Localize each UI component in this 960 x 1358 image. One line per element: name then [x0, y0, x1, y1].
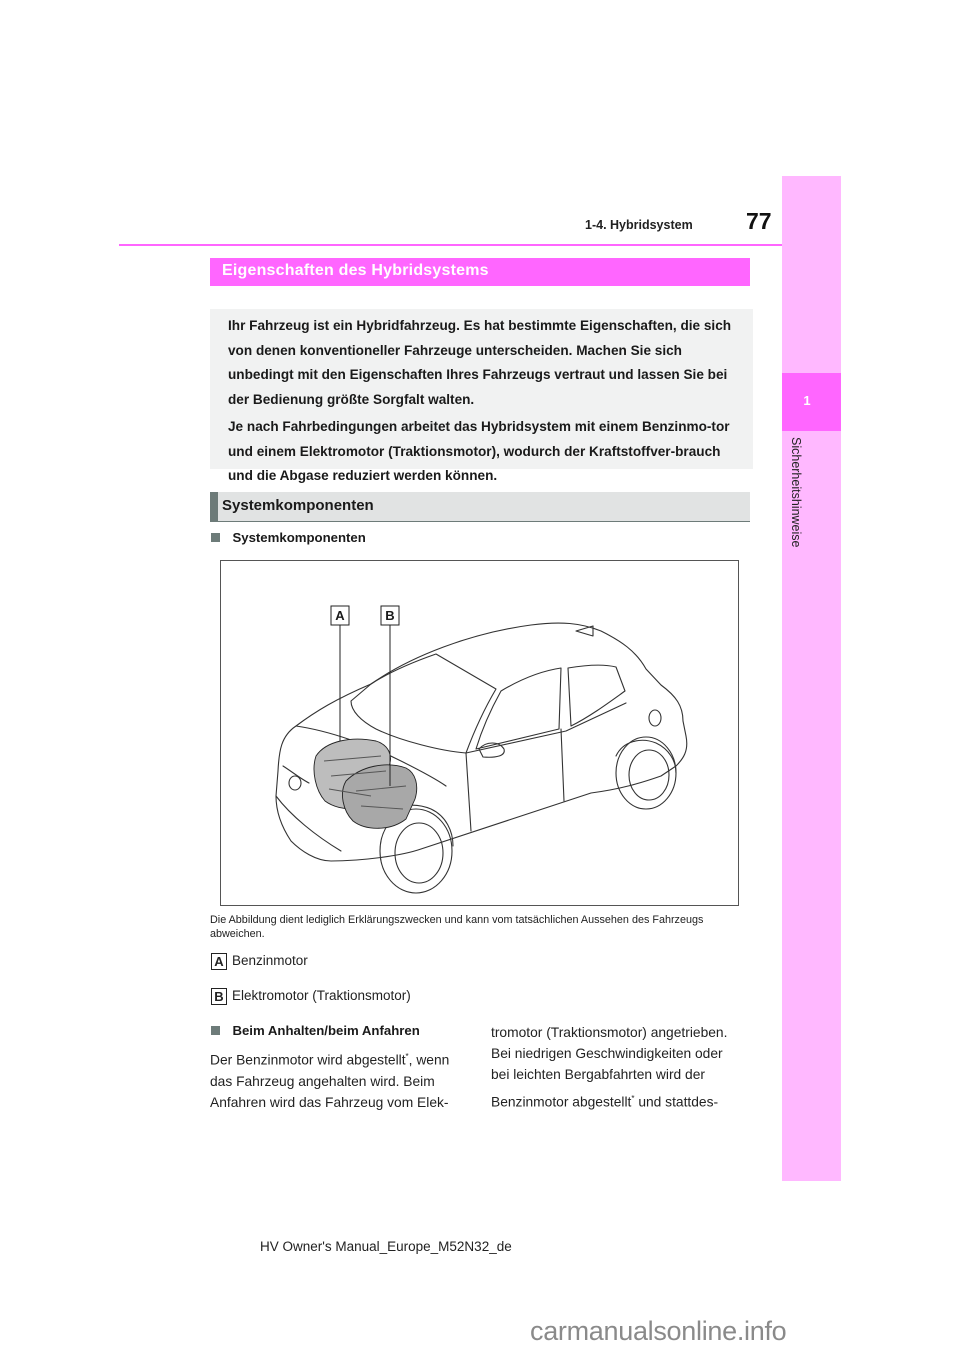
- intro-box: [210, 309, 753, 483]
- footnote-mark: *: [405, 1052, 409, 1061]
- stop-start-heading-text: Beim Anhalten/beim Anfahren: [232, 1023, 420, 1038]
- legend-label: Elektromotor (Traktionsmotor): [232, 988, 411, 1004]
- callout-b: B: [385, 608, 395, 623]
- text-line: Der Benzinmotor wird abgestellt*, wenn: [210, 1052, 450, 1068]
- callout-a: A: [335, 608, 345, 623]
- subsection-accent: [210, 492, 218, 522]
- legend-key: B: [211, 988, 227, 1005]
- subsection-title: Systemkomponenten: [222, 497, 374, 514]
- car-illustration: [220, 560, 739, 906]
- text-line: Bei niedrigen Geschwindigkeiten oder: [491, 1046, 723, 1061]
- chapter-sidebar: [782, 176, 841, 1181]
- legend-label: Benzinmotor: [232, 953, 308, 969]
- footnote-mark: *: [631, 1094, 635, 1103]
- bullet-square-icon: [211, 1026, 220, 1035]
- text-line: Anfahren wird das Fahrzeug vom Elek-: [210, 1094, 449, 1110]
- figure-heading-text: Systemkomponenten: [232, 530, 366, 545]
- stop-start-heading: [211, 1022, 420, 1040]
- header-rule: [119, 244, 782, 246]
- chapter-label: Sicherheitshinweise: [789, 437, 803, 548]
- intro-paragraph: Ihr Fahrzeug ist ein Hybridfahrzeug. Es hat bestimmte Eigenschaften, die sich von denen konventioneller Fahrzeuge unterscheiden. Machen Sie sich unbedingt mit den Eigenschaften Ihres Fahrzeugs vertraut und lassen Sie bei der Bedienung größte Sorgfalt walten.: [228, 318, 732, 407]
- text-line: Benzinmotor abgestellt* und stattdes-: [491, 1094, 719, 1110]
- watermark: carmanualsonline.info: [530, 1316, 787, 1346]
- bullet-square-icon: [211, 533, 220, 542]
- legend-item: [211, 988, 411, 1005]
- document-footer: HV Owner's Manual_Europe_M52N32_de: [260, 1239, 512, 1254]
- hybrid-car-drawing: [221, 561, 738, 905]
- legend-key: A: [211, 953, 227, 970]
- page-number: 77: [746, 208, 772, 234]
- figure-heading: [211, 529, 366, 547]
- section-title: Eigenschaften des Hybridsystems: [222, 262, 489, 279]
- chapter-number: 1: [803, 393, 811, 408]
- section-header: 1-4. Hybridsystem: [585, 218, 693, 232]
- intro-paragraph: Je nach Fahrbedingungen arbeitet das Hybridsystem mit einem Benzinmo-tor und einem Elektromotor (Traktionsmotor), wodurch der Kraftstoffver-brauch und die Abgase reduziert werden können.: [228, 419, 730, 483]
- figure-caption: Die Abbildung dient lediglich Erklärungszwecken und kann vom tatsächlichen Aussehen des Fahrzeugs abweichen.: [210, 914, 704, 940]
- stop-start-right-column: [491, 1022, 761, 1113]
- text-line: das Fahrzeug angehalten wird. Beim: [210, 1073, 435, 1089]
- text-line: tromotor (Traktionsmotor) angetrieben.: [491, 1025, 728, 1040]
- stop-start-left-column: [210, 1046, 450, 1113]
- text-line: bei leichten Bergabfahrten wird der: [491, 1067, 705, 1082]
- legend-item: [211, 953, 308, 970]
